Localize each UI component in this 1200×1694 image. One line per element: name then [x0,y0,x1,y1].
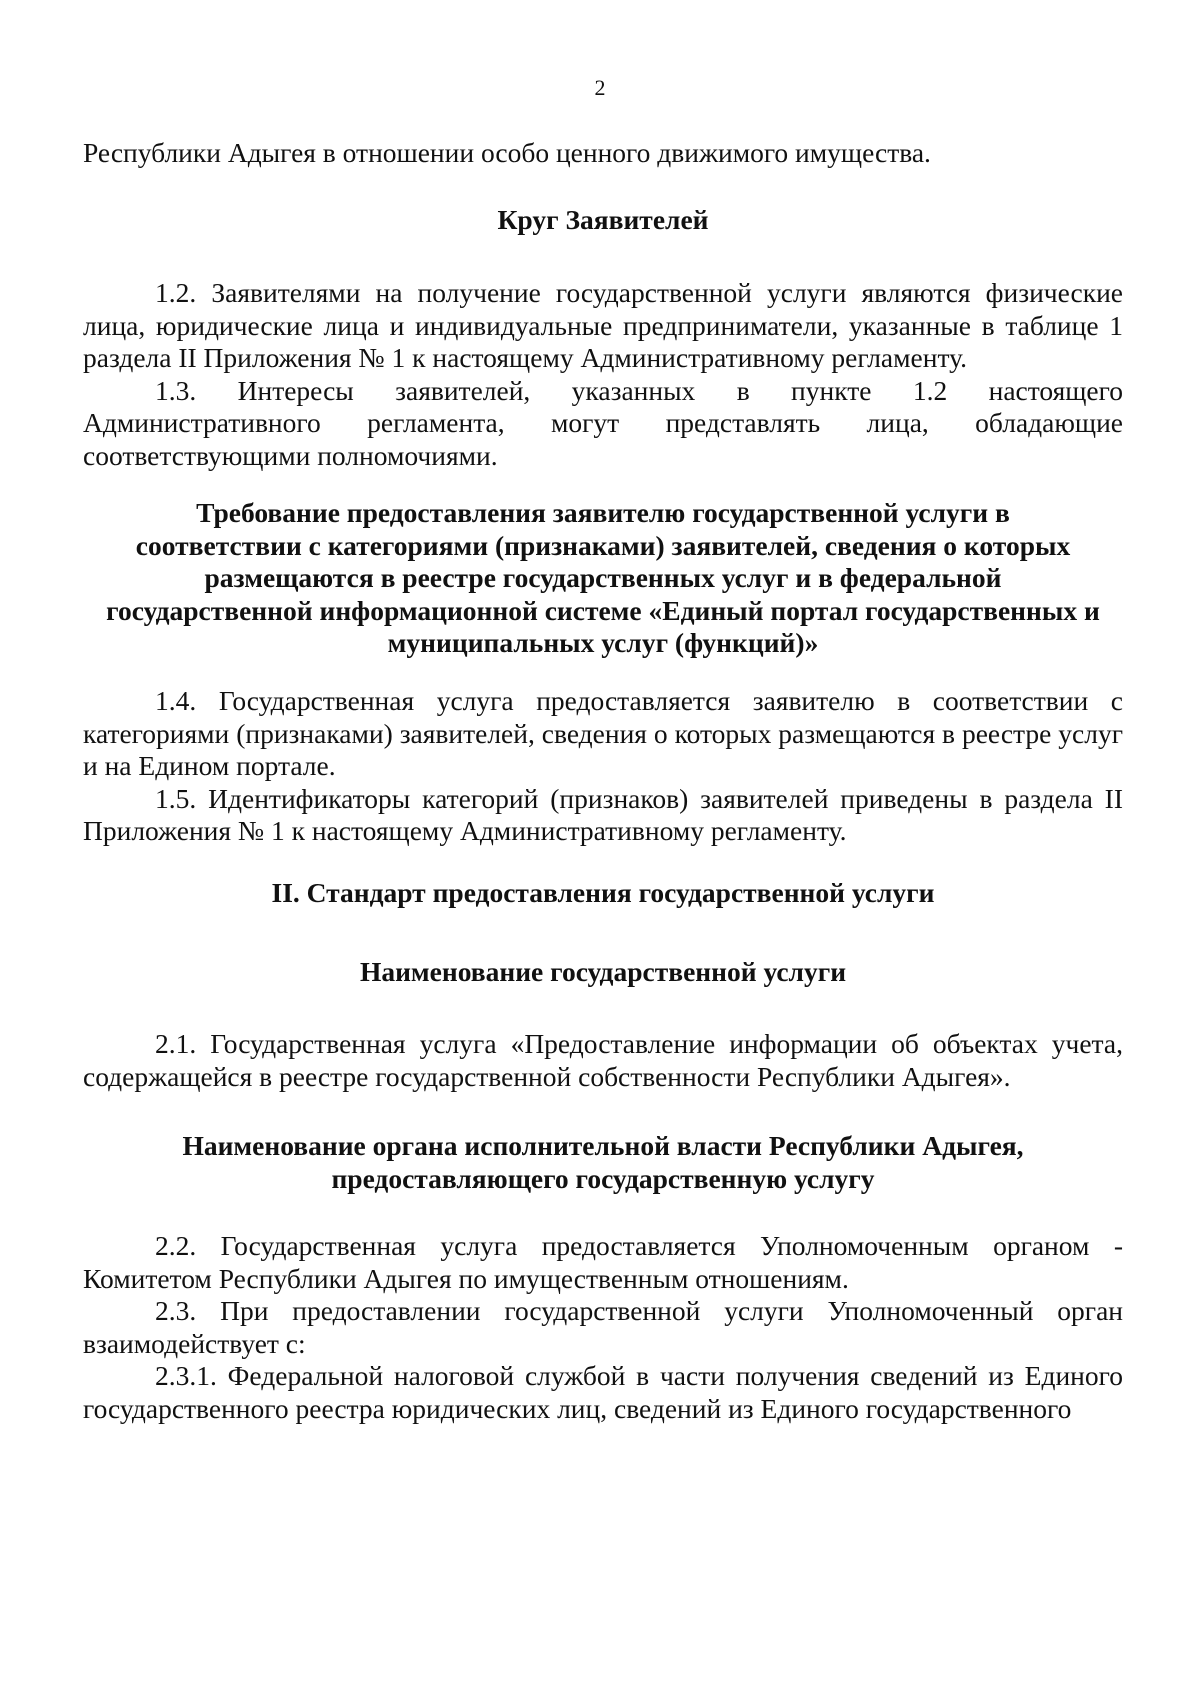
paragraph-2-2: 2.2. Государственная услуга предоставляется Уполномоченным органом - Комитетом Республики Адыгея по имущественным отношениям. [83,1230,1123,1294]
heading-standard: II. Стандарт предоставления государственной услуги [271,877,935,908]
service-name-body [83,1028,1123,1093]
heading-requirement-line: Требование предоставления заявителю государственной услуги в [196,497,1010,528]
intro-paragraph [83,137,1123,170]
intro-line: Республики Адыгея в отношении особо ценного движимого имущества. [83,137,931,168]
heading-requirement-line: государственной информационной системе «Единый портал государственных и [106,594,1100,626]
heading-applicants: Круг Заявителей [497,204,709,235]
page-number: 2 [594,75,606,100]
paragraph-1-3: 1.3. Интересы заявителей, указанных в пункте 1.2 настоящего Административного регламента, могут представлять лица, обладающие соответствующими полномочиями. [83,374,1123,471]
heading-authority-line: Наименование органа исполнительной власти Республики Адыгея, [182,1130,1024,1161]
authority-body [83,1230,1123,1425]
heading-requirement [83,497,1123,660]
heading-authority [83,1130,1123,1195]
paragraph-2-3: 2.3. При предоставлении государственной услуги Уполномоченный орган взаимодействует с: [83,1295,1123,1359]
heading-requirement-line: размещаются в реестре государственных услуг и в федеральной [204,562,1002,593]
paragraph-1-2: 1.2. Заявителями на получение государственной услуги являются физические лица, юридические лица и индивидуальные предприниматели, указанные в таблице 1 раздела II Приложения № 1 к настоящему Административному регламенту. [83,277,1123,373]
applicants-body [83,277,1123,472]
requirement-body [83,685,1123,848]
paragraph-2-3-1: 2.3.1. Федеральной налоговой службой в части получения сведений из Единого государственного реестра юридических лиц, сведений из Единого государственного [83,1360,1123,1424]
heading-service-name: Наименование государственной услуги [359,956,847,987]
heading-requirement-line: муниципальных услуг (функций)» [387,627,819,658]
heading-authority-line: предоставляющего государственную услугу [331,1162,875,1194]
heading-requirement-line: соответствии с категориями (признаками) заявителей, сведения о которых [135,529,1071,561]
paragraph-1-5: 1.5. Идентификаторы категорий (признаков) заявителей приведены в раздела II Приложения № 1 к настоящему Административному регламенту. [83,782,1123,846]
paragraph-1-4: 1.4. Государственная услуга предоставляется заявителю в соответствии с категориями (признаками) заявителей, сведения о которых размещаются в реестре услуг и на Едином портале. [83,685,1123,781]
paragraph-2-1: 2.1. Государственная услуга «Предоставление информации об объектах учета, содержащейся в реестре государственной собственности Республики Адыгея». [83,1028,1123,1092]
